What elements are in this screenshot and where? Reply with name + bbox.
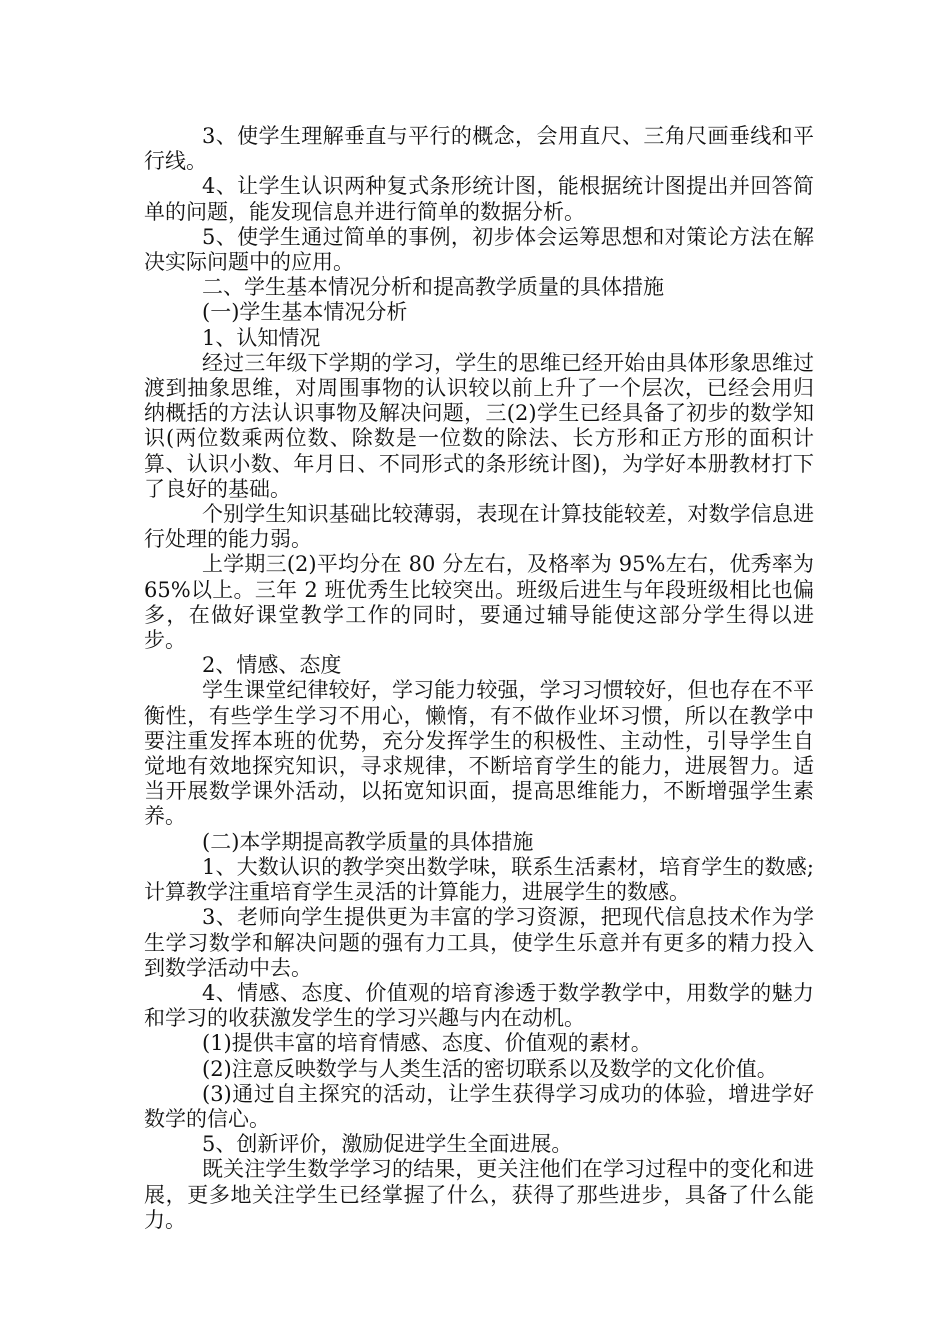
item-heading-emotion-attitude: 2、情感、态度 [202,653,342,678]
paragraph-scores: 上学期三(2)平均分在 80 分左右，及格率为 95%左右，优秀率为 65%以上。三年 2 班优秀生比较突出。班级后进生与年段班级相比也偏多，在做好课堂教学工作的同时，要通过辅导能使这部分学生得以进步。 [144,552,814,653]
paragraph-measure-4-3: (3)通过自主探究的活动，让学生获得学习成功的体验，增进学好数学的信心。 [144,1081,814,1131]
subsection-heading-student-analysis: (一)学生基本情况分析 [202,300,408,325]
paragraph-classroom-discipline: 学生课堂纪律较好，学习能力较强，学习习惯较好，但也存在不平衡性，有些学生学习不用心，懒惰，有不做作业坏习惯，所以在教学中要注重发挥本班的优势，充分发挥学生的积极性、主动性，引导学生自觉地有效地探究知识，寻求规律，不断培育学生的能力，进展智力。适当开展数学课外活动，以拓宽知识面，提高思维能力，不断增强学生素养。 [144,678,814,829]
paragraph-measure-1: 1、大数认识的教学突出数学味，联系生活素材，培育学生的数感;计算教学注重培育学生灵活的计算能力，进展学生的数感。 [144,854,814,905]
paragraph-measure-3: 3、老师向学生提供更为丰富的学习资源，把现代信息技术作为学生学习数学和解决问题的强有力工具，使学生乐意并有更多的精力投入到数学活动中去。 [144,905,814,980]
paragraph-measure-4-1: (1)提供丰富的培育情感、态度、价值观的素材。 [202,1031,652,1056]
document-body [144,124,814,1233]
paragraph-measure-5: 5、创新评价，激励促进学生全面进展。 [202,1132,573,1157]
subsection-heading-measures: (二)本学期提高教学质量的具体措施 [202,829,534,854]
paragraph-goal-5: 5、使学生通过简单的事例，初步体会运筹思想和对策论方法在解决实际问题中的应用。 [144,224,814,275]
paragraph-goal-3: 3、使学生理解垂直与平行的概念，会用直尺、三角尺画垂线和平行线。 [144,124,814,174]
paragraph-measure-4: 4、情感、态度、价值观的培育渗透于数学教学中，用数学的魅力和学习的收获激发学生的学习兴趣与内在动机。 [144,980,814,1031]
paragraph-measure-4-2: (2)注意反映数学与人类生活的密切联系以及数学的文化价值。 [202,1056,778,1081]
paragraph-evaluation: 既关注学生数学学习的结果，更关注他们在学习过程中的变化和进展，更多地关注学生已经掌握了什么，获得了那些进步，具备了什么能力。 [144,1157,814,1232]
paragraph-weak-students: 个别学生知识基础比较薄弱，表现在计算技能较差，对数学信息进行处理的能力弱。 [144,502,814,552]
paragraph-cognition: 经过三年级下学期的学习，学生的思维已经开始由具体形象思维过渡到抽象思维，对周围事物的认识较以前上升了一个层次，已经会用归纳概括的方法认识事物及解决问题，三(2)学生已经具备了初步的数学知识(两位数乘两位数、除数是一位数的除法、长方形和正方形的面积计算、认识小数、年月日、不同形式的条形统计图)，为学好本册教材打下了良好的基础。 [144,350,814,501]
paragraph-goal-4: 4、让学生认识两种复式条形统计图，能根据统计图提出并回答简单的问题，能发现信息并进行简单的数据分析。 [144,174,814,224]
item-heading-cognition: 1、认知情况 [202,325,321,350]
section-heading-analysis: 二、学生基本情况分析和提高教学质量的具体措施 [202,275,664,300]
